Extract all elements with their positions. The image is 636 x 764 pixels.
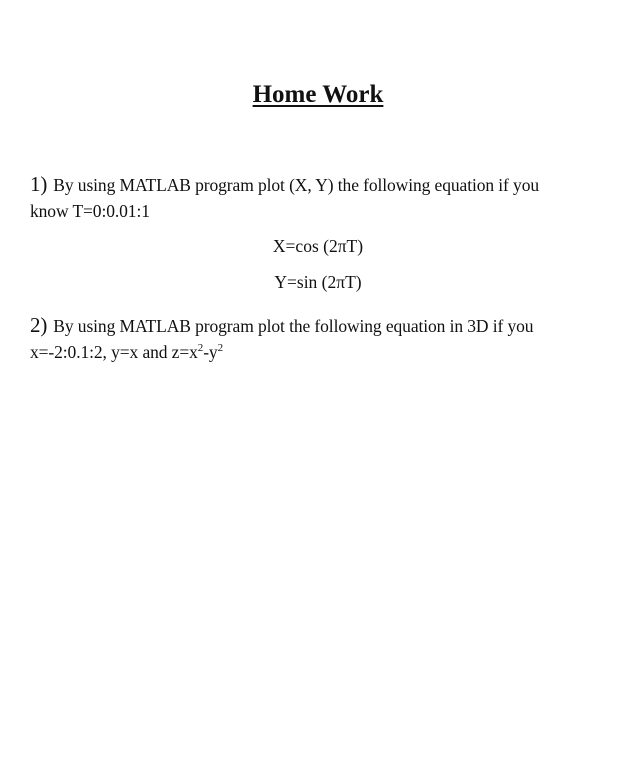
page-title: Home Work bbox=[252, 81, 384, 108]
problem-1-number: 1) bbox=[30, 172, 48, 196]
equation-x: X=cos (2πT) bbox=[272, 236, 364, 256]
equation-y: Y=sin (2πT) bbox=[274, 272, 362, 292]
problem-2-number: 2) bbox=[30, 313, 48, 337]
problem-1-line-1: By using MATLAB program plot (X, Y) the following equation if you bbox=[53, 175, 540, 195]
problem-2 bbox=[30, 312, 626, 365]
problem-1 bbox=[30, 171, 626, 224]
problem-2-line-2 bbox=[30, 342, 223, 362]
problem-1-line-2: know T=0:0.01:1 bbox=[30, 201, 150, 221]
problem-2-line-2-middle: -y bbox=[203, 342, 218, 362]
problem-2-line-2-prefix: x=-2:0.1:2, y=x and z=x bbox=[30, 342, 198, 362]
superscript-2: 2 bbox=[217, 342, 223, 355]
problem-2-line-1: By using MATLAB program plot the following equation in 3D if you bbox=[53, 316, 534, 336]
superscript-1: 2 bbox=[197, 342, 204, 355]
